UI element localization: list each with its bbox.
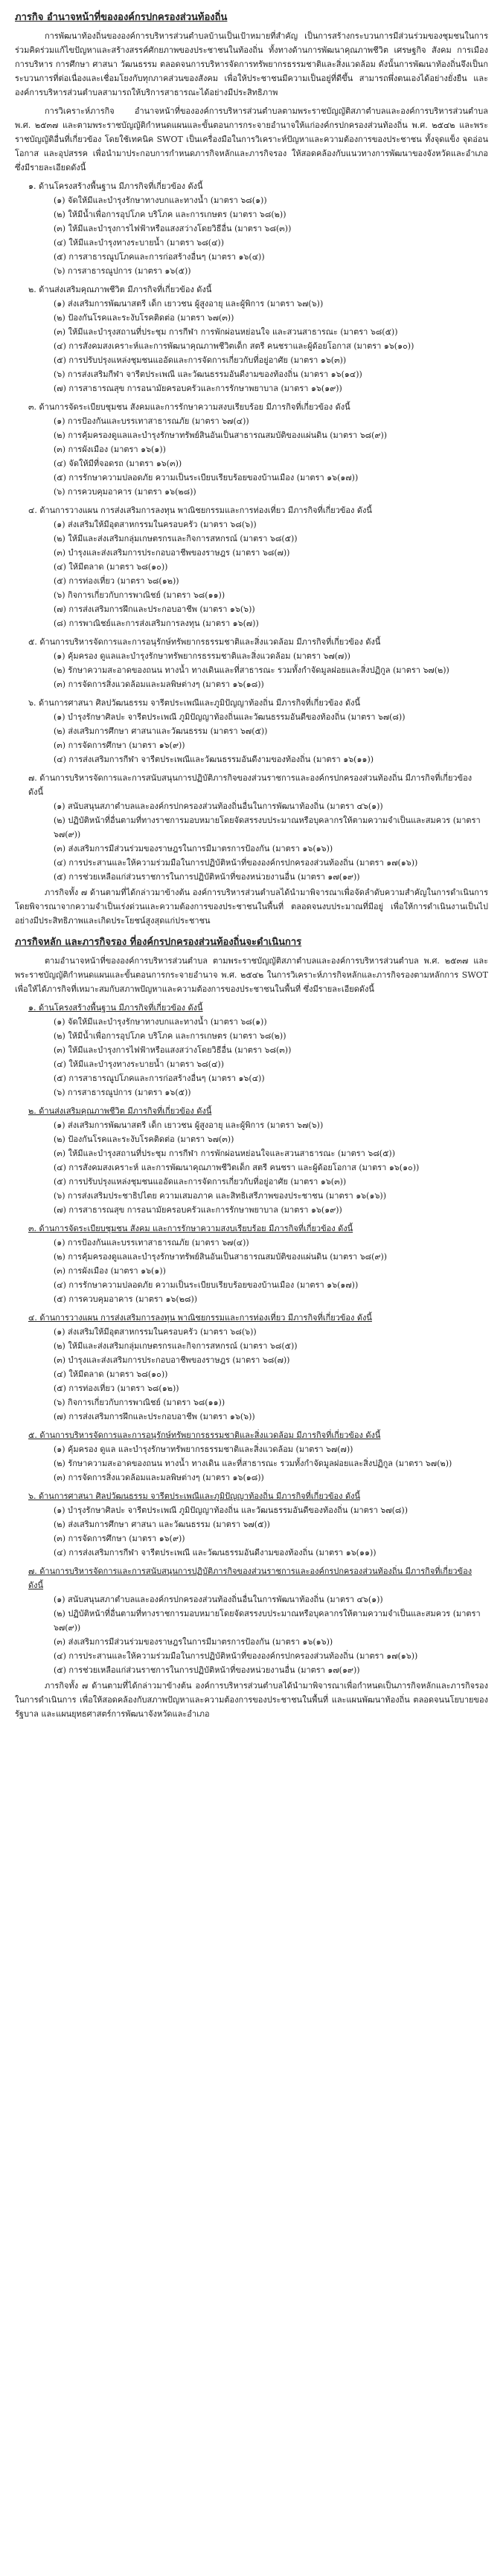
- list-item-text: (๗) การสาธารณสุข การอนามัยครอบครัวและการรักษาพยาบาล (มาตรา ๑๖(๑๙)): [54, 1205, 342, 1215]
- list-item: [54, 1517, 488, 1531]
- list-item-text: (๓) ส่งเสริมการมีส่วนร่วมของราษฎรในการมีมาตรการป้องกัน (มาตรา ๑๖(๑๖)): [54, 1637, 333, 1647]
- analysis-paragraph: การวิเคราะห์ภารกิจ อำนาจหน้าที่ขององค์การบริหารส่วนตำบลตามพระราชบัญญัติสภาตำบลและองค์การบริหารส่วนตำบล พ.ศ. ๒๕๓๗ และตามพระราชบัญญัติกำหนดแผนและขั้นตอนการกระจายอำนาจให้แก่องค์กรปกครองส่วนท้องถิ่น พ.ศ. ๒๕๔๒ และพระราชบัญญัติอื่นที่เกี่ยวข้อง โดยใช้เทคนิค SWOT เป็นเครื่องมือในการวิเคราะห์ปัญหาและความต้องการของประชาชน ทั้งจุดแข็ง จุดอ่อน โอกาส และอุปสรรค เพื่อนำมาประกอบการกำหนดภารกิจหลักและภารกิจรอง ให้สอดคล้องกับแนวทางการพัฒนาของจังหวัดและอำเภอ ซึ่งมีรายละเอียดดังนี้: [15, 106, 488, 172]
- list-item-text: (๓) บำรุงและส่งเสริมการประกอบอาชีพของราษฎร (มาตรา ๖๘(๗)): [54, 1355, 290, 1365]
- list-item: [54, 532, 488, 546]
- closing-paragraph-2: ภารกิจทั้ง ๗ ด้านตามที่ได้กล่าวมาข้างต้น องค์การบริหารส่วนตำบลได้นำมาพิจารณาเพื่อกำหนดเป็นภารกิจหลักและภารกิจรองในการดำเนินการ เพื่อให้สอดคล้องกับสภาพปัญหาและความต้องการของประชาชนในพื้นที่ และแผนพัฒนาท้องถิ่น ตลอดจนนโยบายของรัฐบาล และแผนยุทธศาสตร์การพัฒนาจังหวัดและอำเภอ: [15, 1681, 488, 1719]
- list-item-text: (๖) การส่งเสริมกีฬา จารีตประเพณี และวัฒนธรรมอันดีงามของท้องถิ่น (มาตรา ๑๖(๑๔)): [54, 369, 362, 379]
- list-item-text: (๑) ส่งเสริมการพัฒนาสตรี เด็ก เยาวชน ผู้สูงอายุ และผู้พิการ (มาตรา ๖๗(๖)): [54, 1120, 324, 1130]
- list-item-text: (๕) การรักษาความปลอดภัย ความเป็นระเบียบเรียบร้อยของบ้านเมือง (มาตรา ๑๖(๑๗)): [54, 473, 359, 482]
- list-item: [54, 856, 488, 870]
- mission-sections: [15, 179, 488, 884]
- list-item: [54, 353, 488, 367]
- list-item: [54, 1325, 488, 1339]
- list-item: [54, 560, 488, 574]
- list-item: [54, 574, 488, 588]
- list-item: [54, 1278, 488, 1292]
- closing-paragraph-1: ภารกิจทั้ง ๗ ด้านตามที่ได้กล่าวมาข้างต้น องค์การบริหารส่วนตำบลได้นำมาพิจารณาเพื่อจัดลำดับความสำคัญในการดำเนินการ โดยพิจารณาจากความจำเป็นเร่งด่วนและความต้องการของประชาชนในพื้นที่ ตลอดจนงบประมาณที่มีอยู่ เพื่อให้การดำเนินงานเป็นไปอย่างมีประสิทธิภาพและเกิดประโยชน์สูงสุดแก่ประชาชน: [15, 888, 488, 926]
- list-item: [54, 1057, 488, 1071]
- list-item: [54, 677, 488, 691]
- list-item: [54, 1367, 488, 1381]
- list-item-text: (๒) ส่งเสริมการศึกษา ศาสนา และวัฒนธรรม (มาตรา ๖๗(๕)): [54, 1520, 270, 1529]
- list-item: [54, 1546, 488, 1560]
- list-item-text: (๑) สนับสนุนสภาตำบลและองค์กรปกครองส่วนท้องถิ่นอื่นในการพัฒนาท้องถิ่น (มาตรา ๔๖(๑)): [54, 801, 383, 811]
- part2-title: ภารกิจหลัก และภารกิจรอง ที่องค์กรปกครองส่วนท้องถิ่นจะดำเนินการ: [15, 937, 302, 948]
- list-item: [54, 264, 488, 278]
- list-item: [54, 1607, 488, 1635]
- list-item-text: (๕) การช่วยเหลือแก่ส่วนราชการในการปฏิบัติหน้าที่ของหน่วยงานอื่น (มาตรา ๑๗(๑๙)): [54, 1665, 360, 1675]
- list-item: [54, 1471, 488, 1485]
- list-item: [54, 1456, 488, 1471]
- list-item-text: (๖) กิจการเกี่ยวกับการพาณิชย์ (มาตรา ๖๘(๑๑)): [54, 1398, 225, 1407]
- list-item-text: (๒) ให้มีและส่งเสริมกลุ่มเกษตรกรและกิจการสหกรณ์ (มาตรา ๖๘(๕)): [54, 534, 298, 543]
- list-item-text: (๖) การส่งเสริมประชาธิปไตย ความเสมอภาค และสิทธิเสรีภาพของประชาชน (มาตรา ๑๖(๑๖)): [54, 1191, 387, 1201]
- list-item-text: (๔) การรักษาความปลอดภัย ความเป็นระเบียบเรียบร้อยของบ้านเมือง (มาตรา ๑๖(๑๗)): [54, 1280, 359, 1290]
- mission-section: [28, 1564, 488, 1677]
- mission-section: [28, 283, 488, 396]
- list-item: [54, 414, 488, 428]
- list-item: [54, 456, 488, 471]
- list-item-text: (๗) การส่งเสริมการฝึกและประกอบอาชีพ (มาตรา ๑๖(๖)): [54, 1412, 255, 1421]
- list-item-text: (๕) การสาธารณูปโภคและการก่อสร้างอื่นๆ (มาตรา ๑๖(๔)): [54, 1074, 265, 1083]
- list-item: [54, 325, 488, 339]
- list-item: [54, 752, 488, 766]
- list-item: [54, 1029, 488, 1043]
- list-item-text: (๑) คุ้มครอง ดูแลและบำรุงรักษาทรัพยากรธรรมชาติและสิ่งแวดล้อม (มาตรา ๖๗(๗)): [54, 651, 350, 661]
- list-item-text: (๓) การผังเมือง (มาตรา ๑๖(๑)): [54, 1266, 166, 1276]
- list-item: [54, 1339, 488, 1353]
- list-item: [54, 588, 488, 602]
- list-item: [54, 1442, 488, 1456]
- list-item: [54, 616, 488, 630]
- list-item: [54, 649, 488, 663]
- section-title: ๔. ด้านการวางแผน การส่งเสริมการลงทุน พาณิชยกรรมและการท่องเที่ยว มีภารกิจที่เกี่ยวข้อง ดังนี้: [28, 1313, 372, 1323]
- mission-section: [28, 1311, 488, 1424]
- list-item-text: (๑) การป้องกันและบรรเทาสาธารณภัย (มาตรา ๖๗(๔)): [54, 416, 249, 426]
- list-item: [54, 381, 488, 396]
- list-item: [54, 1189, 488, 1203]
- list-item-text: (๒) ป้องกันโรคและระงับโรคติดต่อ (มาตรา ๖๗(๓)): [54, 313, 234, 323]
- section-title: ๗. ด้านการบริหารจัดการและการสนับสนุนการปฏิบัติภารกิจของส่วนราชการและองค์กรปกครองส่วนท้องถิ่น มีภารกิจที่เกี่ยวข้อง ดังนี้: [28, 1566, 472, 1590]
- list-item: [54, 1503, 488, 1517]
- mission-section: [28, 1221, 488, 1306]
- list-item-text: (๓) ให้มีและบำรุงสถานที่ประชุม การกีฬา การพักผ่อนหย่อนใจและสวนสาธารณะ (มาตรา ๖๘(๕)): [54, 1149, 396, 1158]
- mission-section: [28, 1428, 488, 1485]
- list-item-text: (๔) การส่งเสริมการกีฬา จารีตประเพณี และวัฒนธรรมอันดีงามของท้องถิ่น (มาตรา ๑๖(๑๑)): [54, 1548, 377, 1557]
- section-title: ๓. ด้านการจัดระเบียบชุมชน สังคมและการรักษาความสงบเรียบร้อย มีภารกิจที่เกี่ยวข้อง ดังนี้: [28, 402, 350, 412]
- section-title: ๕. ด้านการบริหารจัดการและการอนุรักษ์ทรัพยากรธรรมชาติและสิ่งแวดล้อม มีภารกิจที่เกี่ยวข้อง ดังนี้: [28, 1430, 381, 1440]
- list-item-text: (๘) การพาณิชย์และการส่งเสริมการลงทุน (มาตรา ๑๖(๗)): [54, 619, 259, 628]
- list-item-text: (๕) การปรับปรุงแหล่งชุมชนแออัดและการจัดการเกี่ยวกับที่อยู่อาศัย (มาตรา ๑๖(๓)): [54, 355, 347, 365]
- list-item: [54, 1161, 488, 1175]
- list-item-text: (๔) การส่งเสริมการกีฬา จารีตประเพณีและวัฒนธรรมอันดีงามของท้องถิ่น (มาตรา ๑๖(๑๑)): [54, 755, 374, 764]
- list-item-text: (๓) การจัดการสิ่งแวดล้อมและมลพิษต่างๆ (มาตรา ๑๖(๑๘)): [54, 1473, 264, 1482]
- list-item: [54, 1085, 488, 1100]
- section-title: ๖. ด้านการศาสนา ศิลปวัฒนธรรม จารีตประเพณีและภูมิปัญญาท้องถิ่น มีภารกิจที่เกี่ยวข้อง ดังนี้: [28, 1491, 360, 1501]
- list-item-text: (๑) บำรุงรักษาศิลปะ จารีตประเพณี ภูมิปัญญาท้องถิ่น และวัฒนธรรมอันดีของท้องถิ่น (มาตรา ๖๗(๘)): [54, 1505, 408, 1515]
- intro-paragraph: การพัฒนาท้องถิ่นขององค์การบริหารส่วนตำบลบ้านเป็นเป้าหมายที่สำคัญ เป็นการสร้างกระบวนการมีส่วนร่วมของชุมชนในการร่วมคิดร่วมแก้ไขปัญหาและสร้างสรรค์ศักยภาพของประชาชนในท้องถิ่น ทั้งทางด้านการพัฒนาคุณภาพชีวิต เศรษฐกิจ สังคม การเมือง การบริหาร การศึกษา ศาสนา วัฒนธรรม ตลอดจนการบริหารจัดการทรัพยากรธรรมชาติและสิ่งแวดล้อม ดังนั้นการพัฒนาท้องถิ่นจึงเป็นกระบวนการที่ต่อเนื่องและเชื่อมโยงกับทุกภาคส่วนของสังคม เพื่อให้ประชาชนมีความเป็นอยู่ที่ดีขึ้น สามารถพึ่งตนเองได้อย่างยั่งยืน และองค์การบริหารส่วนตำบลสามารถให้บริการสาธารณะได้อย่างมีประสิทธิภาพ: [15, 31, 488, 97]
- list-item-text: (๖) กิจการเกี่ยวกับการพาณิชย์ (มาตรา ๖๘(๑๑)): [54, 590, 225, 600]
- list-item: [54, 1292, 488, 1306]
- list-item-text: (๒) ป้องกันโรคและระงับโรคติดต่อ (มาตรา ๖๗(๓)): [54, 1134, 234, 1144]
- list-item: [54, 1015, 488, 1029]
- list-item-text: (๑) ส่งเสริมให้มีอุตสาหกรรมในครอบครัว (มาตรา ๖๘(๖)): [54, 1327, 257, 1337]
- section-title: ๑. ด้านโครงสร้างพื้นฐาน มีภารกิจที่เกี่ยวข้อง ดังนี้: [28, 181, 203, 191]
- list-item: [54, 1118, 488, 1132]
- list-item-text: (๑) คุ้มครอง ดูแล และบำรุงรักษาทรัพยากรธรรมชาติและสิ่งแวดล้อม (มาตรา ๖๗(๗)): [54, 1444, 353, 1454]
- list-item-text: (๓) การผังเมือง (มาตรา ๑๖(๑)): [54, 445, 166, 454]
- list-item-text: (๕) การสาธารณูปโภคและการก่อสร้างอื่นๆ (มาตรา ๑๖(๔)): [54, 252, 265, 262]
- list-item: [54, 442, 488, 456]
- list-item-text: (๔) การสังคมสงเคราะห์และการพัฒนาคุณภาพชีวิตเด็ก สตรี คนชราและผู้ด้อยโอกาส (มาตรา ๑๖(๑๐)): [54, 341, 414, 351]
- list-item-text: (๑) ส่งเสริมการพัฒนาสตรี เด็ก เยาวชน ผู้สูงอายุ และผู้พิการ (มาตรา ๖๗(๖)): [54, 299, 324, 309]
- list-item: [54, 1635, 488, 1649]
- list-item: [54, 236, 488, 250]
- list-item: [54, 1146, 488, 1161]
- list-item: [54, 1071, 488, 1085]
- list-item-text: (๒) ให้มีน้ำเพื่อการอุปโภค บริโภค และการเกษตร (มาตรา ๖๘(๒)): [54, 1031, 286, 1041]
- list-item-text: (๕) การปรับปรุงแหล่งชุมชนแออัดและการจัดการเกี่ยวกับที่อยู่อาศัย (มาตรา ๑๖(๓)): [54, 1177, 347, 1187]
- list-item-text: (๔) การประสานและให้ความร่วมมือในการปฏิบัติหน้าที่ขององค์กรปกครองส่วนท้องถิ่น (มาตรา ๑๗(๑๖)): [54, 858, 418, 868]
- primary-secondary-missions: [15, 935, 488, 1721]
- list-item-text: (๒) ปฏิบัติหน้าที่อื่นตามที่ทางราชการมอบหมายโดยจัดสรรงบประมาณหรือบุคลากรให้ตามความจำเป็นและสมควร (มาตรา ๖๗(๙)): [54, 816, 481, 839]
- mission-section: [28, 179, 488, 278]
- list-item: [54, 663, 488, 677]
- list-item-text: (๔) การสังคมสงเคราะห์ และการพัฒนาคุณภาพชีวิตเด็ก สตรี คนชรา และผู้ด้อยโอกาส (มาตรา ๑๖(๑๐)): [54, 1163, 420, 1172]
- list-item-text: (๔) ให้มีตลาด (มาตรา ๖๘(๑๐)): [54, 562, 168, 572]
- list-item-text: (๕) การควบคุมอาคาร (มาตรา ๑๖(๒๘)): [54, 1294, 198, 1304]
- section-title: ๒. ด้านส่งเสริมคุณภาพชีวิต มีภารกิจที่เกี่ยวข้อง ดังนี้: [28, 285, 212, 294]
- list-item: [54, 1264, 488, 1278]
- list-item-text: (๑) บำรุงรักษาศิลปะ จารีตประเพณี ภูมิปัญญาท้องถิ่นและวัฒนธรรมอันดีของท้องถิ่น (มาตรา ๖๗(๘)): [54, 712, 406, 722]
- list-item-text: (๑) การป้องกันและบรรเทาสาธารณภัย (มาตรา ๖๗(๔)): [54, 1238, 249, 1247]
- list-item-text: (๑) จัดให้มีและบำรุงรักษาทางบกและทางน้ำ (มาตรา ๖๘(๑)): [54, 196, 267, 205]
- list-item-text: (๓) ส่งเสริมการมีส่วนร่วมของราษฎรในการมีมาตรการป้องกัน (มาตรา ๑๖(๑๖)): [54, 844, 333, 853]
- list-item-text: (๕) การท่องเที่ยว (มาตรา ๖๘(๑๒)): [54, 576, 179, 586]
- list-item: [54, 813, 488, 842]
- list-item: [54, 724, 488, 738]
- list-item-text: (๒) รักษาความสะอาดของถนน ทางน้ำ ทางเดิน และที่สาธารณะ รวมทั้งกำจัดมูลฝอยและสิ่งปฏิกูล (มาตรา ๖๗(๒)): [54, 1459, 452, 1468]
- list-item: [54, 1236, 488, 1250]
- mission-section: [28, 1001, 488, 1100]
- list-item: [54, 485, 488, 499]
- list-item-text: (๑) ส่งเสริมให้มีอุตสาหกรรมในครอบครัว (มาตรา ๖๘(๖)): [54, 520, 257, 529]
- list-item: [54, 1043, 488, 1057]
- list-item-text: (๒) ให้มีและส่งเสริมกลุ่มเกษตรกรและกิจการสหกรณ์ (มาตรา ๖๘(๕)): [54, 1341, 298, 1351]
- list-item-text: (๕) การช่วยเหลือแก่ส่วนราชการในการปฏิบัติหน้าที่ของหน่วยงานอื่น (มาตรา ๑๗(๑๙)): [54, 872, 360, 882]
- list-item: [54, 799, 488, 813]
- list-item-text: (๓) ให้มีและบำรุงสถานที่ประชุม การกีฬา การพักผ่อนหย่อนใจ และสวนสาธารณะ (มาตรา ๖๘(๕)): [54, 327, 398, 337]
- list-item-text: (๔) จัดให้มีที่จอดรถ (มาตรา ๑๖(๓)): [54, 459, 182, 468]
- mission-section: [28, 503, 488, 630]
- list-item-text: (๕) การท่องเที่ยว (มาตรา ๖๘(๑๒)): [54, 1384, 179, 1393]
- list-item: [54, 1353, 488, 1367]
- mission-section: [28, 771, 488, 884]
- list-item: [54, 1381, 488, 1395]
- list-item: [54, 428, 488, 442]
- section-title: ๕. ด้านการบริหารจัดการและการอนุรักษ์ทรัพยากรธรรมชาติและสิ่งแวดล้อม มีภารกิจที่เกี่ยวข้อง ดังนี้: [28, 637, 381, 647]
- list-item: [54, 517, 488, 532]
- list-item: [54, 250, 488, 264]
- list-item-text: (๖) การสาธารณูปการ (มาตรา ๑๖(๕)): [54, 266, 191, 276]
- list-item-text: (๑) จัดให้มีและบำรุงรักษาทางบกและทางน้ำ (มาตรา ๖๘(๑)): [54, 1017, 267, 1027]
- list-item: [54, 870, 488, 884]
- list-item: [54, 339, 488, 353]
- list-item: [54, 471, 488, 485]
- list-item-text: (๒) ให้มีน้ำเพื่อการอุปโภค บริโภค และการเกษตร (มาตรา ๖๘(๒)): [54, 210, 286, 219]
- list-item: [54, 842, 488, 856]
- list-item-text: (๗) การสาธารณสุข การอนามัยครอบครัวและการรักษาพยาบาล (มาตรา ๑๖(๑๙)): [54, 384, 342, 393]
- mission-section: [28, 400, 488, 499]
- list-item-text: (๒) การคุ้มครองดูแลและบำรุงรักษาทรัพย์สินอันเป็นสาธารณสมบัติของแผ่นดิน (มาตรา ๖๘(๙)): [54, 1252, 388, 1262]
- section-title: ๔. ด้านการวางแผน การส่งเสริมการลงทุน พาณิชยกรรมและการท่องเที่ยว มีภารกิจที่เกี่ยวข้อง ดังนี้: [28, 506, 372, 515]
- section-title: ๒. ด้านส่งเสริมคุณภาพชีวิต มีภารกิจที่เกี่ยวข้อง ดังนี้: [28, 1106, 212, 1116]
- list-item: [54, 222, 488, 236]
- mission-section: [28, 635, 488, 691]
- list-item-text: (๓) การจัดการศึกษา (มาตรา ๑๖(๙)): [54, 740, 185, 750]
- list-item-text: (๓) การจัดการสิ่งแวดล้อมและมลพิษต่างๆ (มาตรา ๑๖(๑๘)): [54, 679, 264, 689]
- list-item: [54, 1592, 488, 1607]
- list-item-text: (๑) สนับสนุนสภาตำบลและองค์กรปกครองส่วนท้องถิ่นอื่นในการพัฒนาท้องถิ่น (มาตรา ๔๖(๑)): [54, 1595, 383, 1604]
- list-item-text: (๒) ปฏิบัติหน้าที่อื่นตามที่ทางราชการมอบหมายโดยจัดสรรงบประมาณหรือบุคลากรให้ตามความจำเป็นและสมควร (มาตรา ๖๗(๙)): [54, 1609, 481, 1633]
- page-title: ภารกิจ อำนาจหน้าที่ขององค์กรปกครองส่วนท้องถิ่น: [15, 12, 228, 23]
- list-item-text: (๖) การสาธารณูปการ (มาตรา ๑๖(๕)): [54, 1088, 191, 1097]
- list-item: [54, 367, 488, 381]
- list-item: [54, 1663, 488, 1677]
- list-item-text: (๔) ให้มีตลาด (มาตรา ๖๘(๑๐)): [54, 1369, 168, 1379]
- list-item-text: (๗) การส่งเสริมการฝึกและประกอบอาชีพ (มาตรา ๑๖(๖)): [54, 604, 255, 614]
- list-item: [54, 1175, 488, 1189]
- list-item: [54, 297, 488, 311]
- list-item: [54, 193, 488, 207]
- list-item: [54, 1395, 488, 1410]
- list-item-text: (๖) การควบคุมอาคาร (มาตรา ๑๖(๒๘)): [54, 487, 196, 497]
- list-item: [54, 1250, 488, 1264]
- list-item-text: (๓) ให้มีและบำรุงการไฟฟ้าหรือแสงสว่างโดยวิธีอื่น (มาตรา ๖๘(๓)): [54, 224, 292, 233]
- mission-section: [28, 1104, 488, 1217]
- list-item: [54, 738, 488, 752]
- list-item-text: (๓) บำรุงและส่งเสริมการประกอบอาชีพของราษฎร (มาตรา ๖๘(๗)): [54, 548, 290, 558]
- list-item: [54, 1410, 488, 1424]
- mission-section: [28, 696, 488, 766]
- section-title: ๓. ด้านการจัดระเบียบชุมชน สังคม และการรักษาความสงบเรียบร้อย มีภารกิจที่เกี่ยวข้อง ดังนี้: [28, 1224, 353, 1233]
- list-item-text: (๒) รักษาความสะอาดของถนน ทางน้ำ ทางเดินและที่สาธารณะ รวมทั้งกำจัดมูลฝอยและสิ่งปฏิกูล (มาตรา ๖๗(๒)): [54, 665, 449, 675]
- list-item: [54, 1649, 488, 1663]
- list-item: [54, 207, 488, 222]
- list-item: [54, 602, 488, 616]
- list-item-text: (๔) การประสานและให้ความร่วมมือในการปฏิบัติหน้าที่ขององค์กรปกครองส่วนท้องถิ่น (มาตรา ๑๗(๑๖)): [54, 1651, 418, 1661]
- list-item-text: (๓) การจัดการศึกษา (มาตรา ๑๖(๙)): [54, 1534, 185, 1543]
- list-item: [54, 1203, 488, 1217]
- section-title: ๑. ด้านโครงสร้างพื้นฐาน มีภารกิจที่เกี่ยวข้อง ดังนี้: [28, 1003, 203, 1013]
- list-item-text: (๓) ให้มีและบำรุงการไฟฟ้าหรือแสงสว่างโดยวิธีอื่น (มาตรา ๖๘(๓)): [54, 1045, 292, 1055]
- part2-intro-paragraph: ตามอำนาจหน้าที่ขององค์การบริหารส่วนตำบล ตามพระราชบัญญัติสภาตำบลและองค์การบริหารส่วนตำบล พ.ศ. ๒๕๓๗ และพระราชบัญญัติกำหนดแผนและขั้นตอนการกระจายอำนาจ พ.ศ. ๒๕๔๒ ในการวิเคราะห์ภารกิจหลักและภารกิจรองตามหลักการ SWOT เพื่อให้ได้ภารกิจที่เหมาะสมกับสภาพปัญหาและความต้องการของประชาชนในพื้นที่ ซึ่งมีรายละเอียดดังนี้: [15, 956, 488, 994]
- list-item: [54, 1132, 488, 1146]
- part2-sections: [15, 1001, 488, 1677]
- list-item: [54, 546, 488, 560]
- list-item: [54, 710, 488, 724]
- list-item-text: (๔) ให้มีและบำรุงทางระบายน้ำ (มาตรา ๖๘(๔)): [54, 1059, 224, 1069]
- list-item: [54, 311, 488, 325]
- list-item-text: (๔) ให้มีและบำรุงทางระบายน้ำ (มาตรา ๖๘(๔)): [54, 238, 224, 248]
- section-title: ๗. ด้านการบริหารจัดการและการสนับสนุนการปฏิบัติภารกิจของส่วนราชการและองค์กรปกครองส่วนท้องถิ่น มีภารกิจที่เกี่ยวข้อง ดังนี้: [28, 773, 472, 797]
- section-title: ๖. ด้านการศาสนา ศิลปวัฒนธรรม จารีตประเพณีและภูมิปัญญาท้องถิ่น มีภารกิจที่เกี่ยวข้อง ดังนี้: [28, 698, 360, 708]
- mission-section: [28, 1489, 488, 1560]
- list-item-text: (๒) การคุ้มครองดูแลและบำรุงรักษาทรัพย์สินอันเป็นสาธารณสมบัติของแผ่นดิน (มาตรา ๖๘(๙)): [54, 430, 388, 440]
- list-item-text: (๒) ส่งเสริมการศึกษา ศาสนาและวัฒนธรรม (มาตรา ๖๗(๕)): [54, 726, 268, 736]
- list-item: [54, 1531, 488, 1546]
